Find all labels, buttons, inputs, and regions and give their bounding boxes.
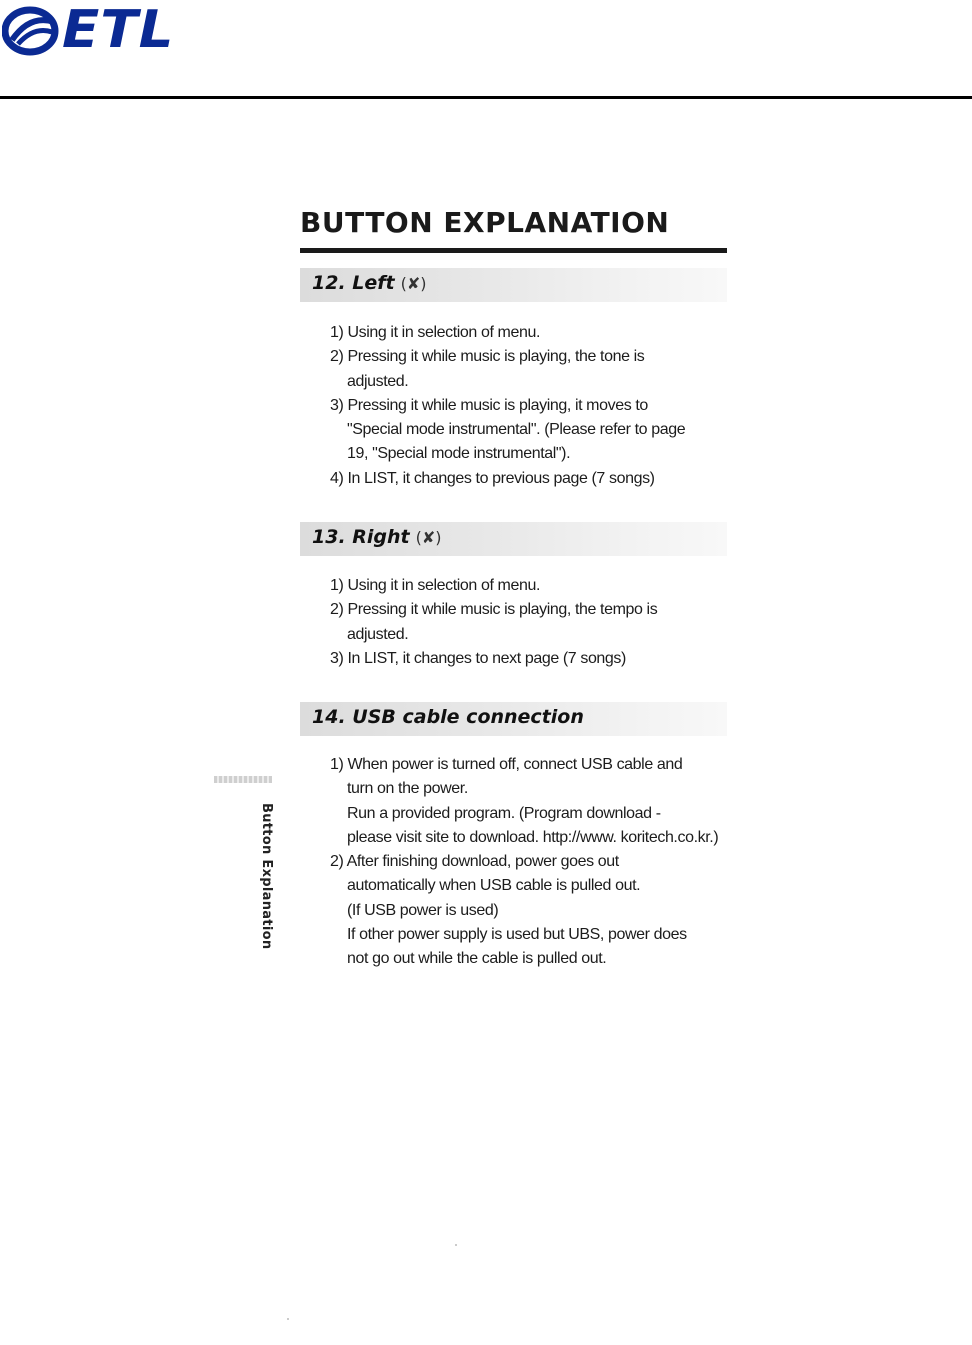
header-divider [0, 96, 972, 99]
etl-logo [2, 0, 175, 60]
page-title: BUTTON EXPLANATION [300, 206, 670, 239]
section-header-usb [300, 702, 727, 736]
list-item: 4) In LIST, it changes to previous page (7 songs) [330, 469, 655, 487]
list-item: 3) Pressing it while music is playing, it moves to "Special mode instrumental". (Please refer to page 19, "Special mode instrumental"). [330, 396, 686, 463]
section-title: 13. Right [312, 526, 410, 548]
list-item: 2) After finishing download, power goes out automatically when USB cable is pulled out. (If USB power is used) If other power supply is used but UBS, power does not go out while the cable is pulled out. [330, 853, 687, 968]
right-button-icon: (✘) [415, 527, 442, 547]
scan-speck [455, 1244, 457, 1246]
side-tab-label: Button Explanation [259, 803, 274, 950]
list-item: 1) Using it in selection of menu. [330, 577, 541, 594]
list-item: 3) In LIST, it changes to next page (7 songs) [330, 649, 626, 667]
section-heading [312, 526, 442, 548]
left-button-icon: (✘) [400, 273, 427, 293]
section-title: 14. USB cable connection [312, 706, 584, 728]
section-title: 12. Left [312, 272, 395, 294]
logo-wordmark: ETL [62, 0, 175, 60]
list-item: 1) When power is turned off, connect USB cable and turn on the power. Run a provided program. (Program download - please visit site to download. http://www. koritech.co.kr.) [330, 756, 719, 846]
side-tab-marker [214, 776, 272, 783]
section-heading [312, 272, 427, 294]
section-heading [312, 706, 584, 728]
section-header-left [300, 268, 727, 302]
section-header-right [300, 522, 727, 556]
list-item: 1) Using it in selection of menu. [330, 324, 541, 341]
title-underline [300, 248, 727, 253]
section-left-list [330, 321, 750, 491]
section-right-list [330, 574, 750, 671]
list-item: 2) Pressing it while music is playing, the tone is adjusted. [330, 348, 645, 390]
logo-swoosh-icon [2, 4, 60, 56]
list-item: 2) Pressing it while music is playing, the tempo is adjusted. [330, 601, 658, 643]
section-usb-list [330, 753, 750, 972]
scan-speck [287, 1318, 289, 1320]
